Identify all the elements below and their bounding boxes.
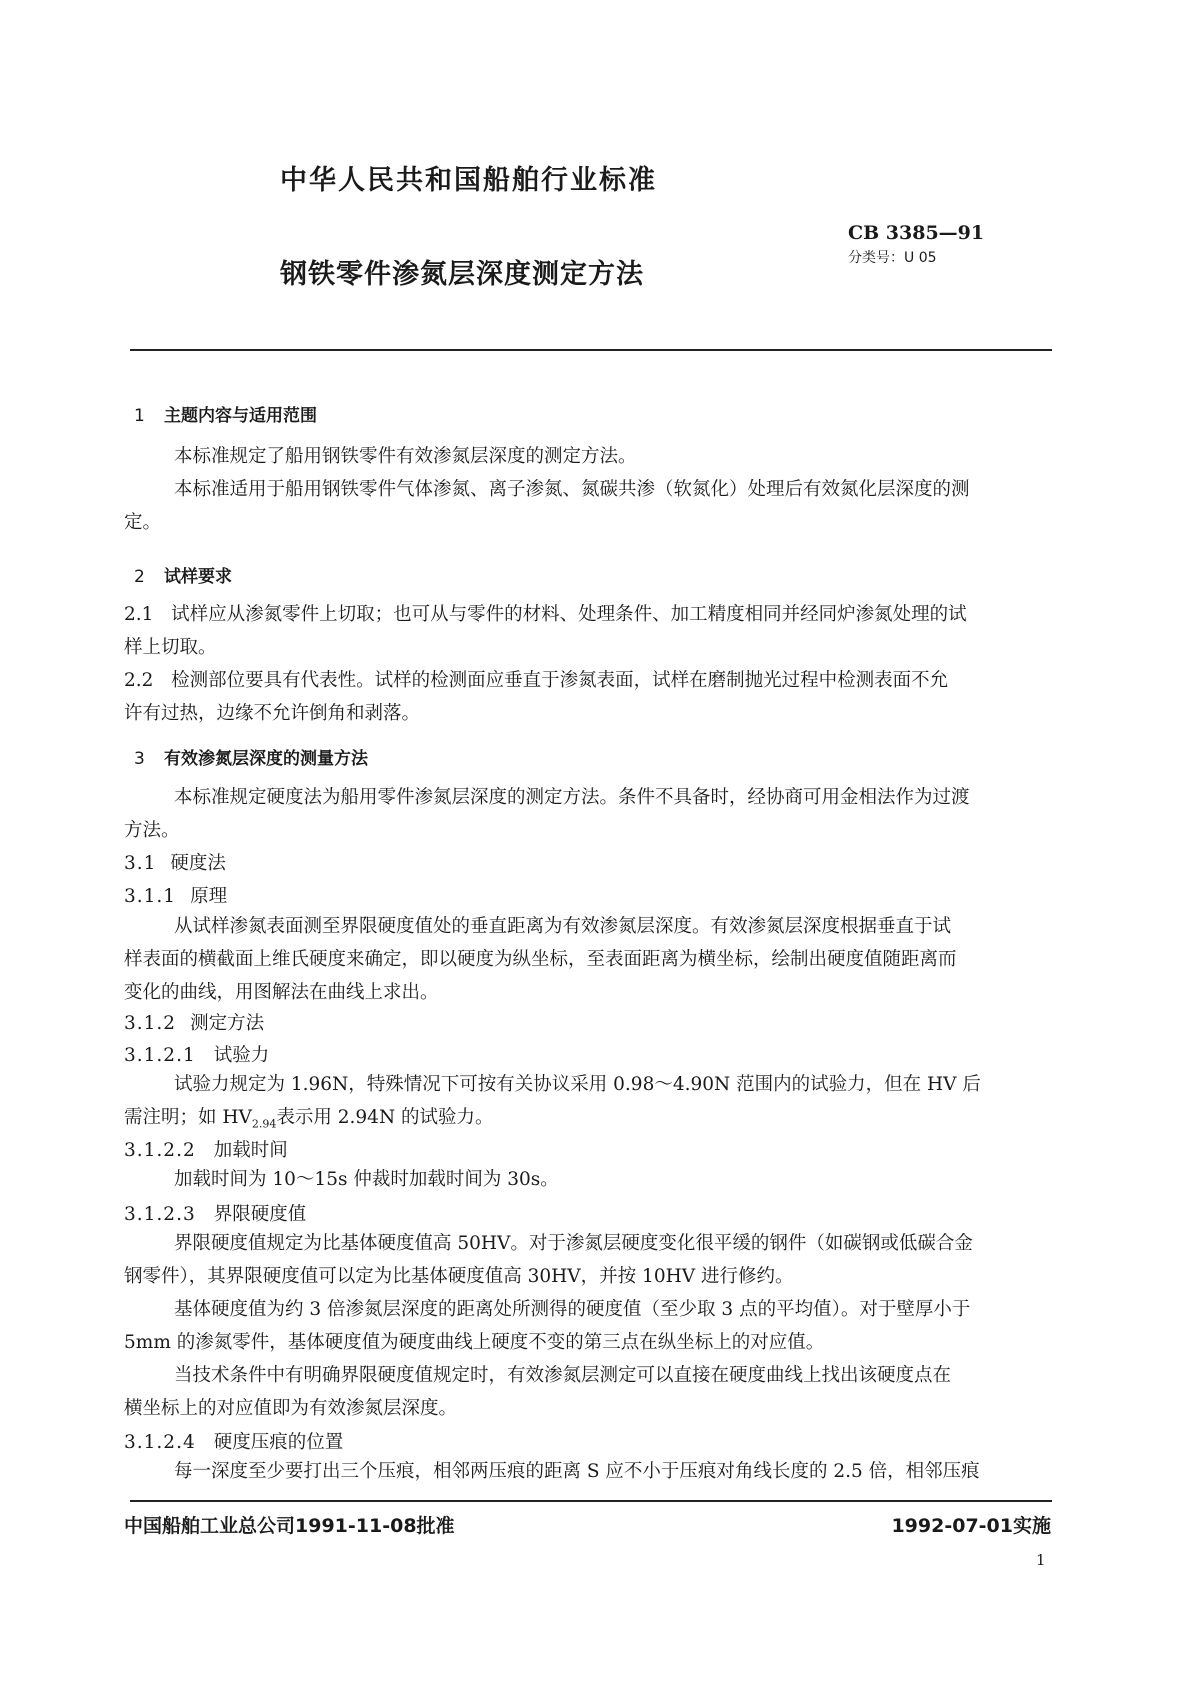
section-number: 1 bbox=[134, 406, 145, 426]
classification-number: 分类号：U 05 bbox=[848, 250, 937, 266]
clause-3-1-1-text: 从试样渗氮表面测至界限硬度值处的垂直距离为有效渗氮层深度。有效渗氮层深度根据垂直于试 样表面的横截面上维氏硬度来确定，即以硬度为纵坐标，至表面距离为横坐标，绘制出硬度值随距离而 变化的曲线，用图解法在曲线上求出。 bbox=[124, 916, 957, 1003]
clause-2-2: 2.2 检测部位要具有代表性。试样的检测面应垂直于渗氮表面，试样在磨制抛光过程中检测表面不允 许有过热，边缘不允许倒角和剥落。 bbox=[124, 670, 949, 724]
section-number: 3 bbox=[134, 749, 145, 769]
standard-category-title: 中华人民共和国船舶行业标准 bbox=[280, 165, 657, 196]
footer-divider bbox=[130, 1500, 1052, 1502]
clause-3-1-2-1-heading: 3.1.2.1 试验力 bbox=[124, 1045, 270, 1066]
section-1-para-1: 本标准规定了船用钢铁零件有效渗氮层深度的测定方法。 bbox=[174, 446, 637, 467]
clause-3-1-2-3-text-1: 界限硬度值规定为比基体硬度值高 50HV。对于渗氮层硬度变化很平缓的钢件（如碳钢或低碳合金 钢零件），其界限硬度值可以定为比基体硬度值高 30HV，并按 10HV 进行修约。 bbox=[124, 1233, 973, 1287]
clause-3-1-2-3-text-3: 当技术条件中有明确界限硬度值规定时，有效渗氮层测定可以直接在硬度曲线上找出该硬度点在 横坐标上的对应值即为有效渗氮层深度。 bbox=[124, 1365, 952, 1419]
clause-3-1-2-2-heading: 3.1.2.2 加载时间 bbox=[124, 1140, 288, 1161]
clause-3-1-2-3-text-2: 基体硬度值为约 3 倍渗氮层深度的距离处所测得的硬度值（至少取 3 点的平均值）。对于壁厚小于 5mm 的渗氮零件，基体硬度值为硬度曲线上硬度不变的第三点在纵坐标上的对应值。 bbox=[124, 1299, 971, 1353]
clause-3-1-2-2-text: 加载时间为 10～15s 仲裁时加载时间为 30s。 bbox=[174, 1169, 559, 1190]
clause-3-1-2-3-heading: 3.1.2.3 界限硬度值 bbox=[124, 1204, 307, 1225]
clause-3-1-2-heading: 3.1.2 测定方法 bbox=[124, 1013, 265, 1034]
section-title: 有效渗氮层深度的测量方法 bbox=[164, 749, 368, 769]
section-2-heading bbox=[134, 562, 232, 587]
clause-3-1-2-1-text: 试验力规定为 1.96N，特殊情况下可按有关协议采用 0.98～4.90N 范围内的试验力，但在 HV 后 需注明；如 $HV_{2.94}$表示用 2.94N 的试验力。 bbox=[124, 1074, 981, 1131]
standard-code: CB 3385—91 bbox=[848, 222, 985, 244]
clause-3-1-heading: 3.1 硬度法 bbox=[124, 853, 226, 874]
section-3-heading bbox=[134, 744, 368, 769]
section-1-para-2: 本标准适用于船用钢铁零件气体渗氮、离子渗氮、氮碳共渗（软氮化）处理后有效氮化层深度的测 定。 bbox=[124, 479, 970, 533]
section-1-heading bbox=[134, 401, 317, 426]
effective-date-line: 1992-07-01实施 bbox=[891, 1515, 1051, 1537]
section-title: 试样要求 bbox=[164, 567, 232, 587]
clause-3-1-2-4-text: 每一深度至少要打出三个压痕，相邻两压痕的距离 S 应不小于压痕对角线长度的 2.5 倍，相邻压痕 bbox=[174, 1461, 980, 1482]
section-3-intro: 本标准规定硬度法为船用零件渗氮层深度的测定方法。条件不具备时，经协商可用金相法作为过渡 方法。 bbox=[124, 787, 970, 841]
section-title: 主题内容与适用范围 bbox=[164, 406, 317, 426]
header-divider bbox=[130, 349, 1052, 351]
section-number: 2 bbox=[134, 567, 145, 587]
approval-line: 中国船舶工业总公司1991-11-08批准 bbox=[124, 1515, 455, 1537]
clause-2-1: 2.1 试样应从渗氮零件上切取；也可从与零件的材料、处理条件、加工精度相同并经同炉渗氮处理的试 样上切取。 bbox=[124, 604, 967, 658]
document-title: 钢铁零件渗氮层深度测定方法 bbox=[280, 259, 644, 290]
page-number: 1 bbox=[1036, 1551, 1046, 1569]
clause-3-1-2-4-heading: 3.1.2.4 硬度压痕的位置 bbox=[124, 1432, 344, 1453]
clause-3-1-1-heading: 3.1.1 原理 bbox=[124, 886, 228, 907]
